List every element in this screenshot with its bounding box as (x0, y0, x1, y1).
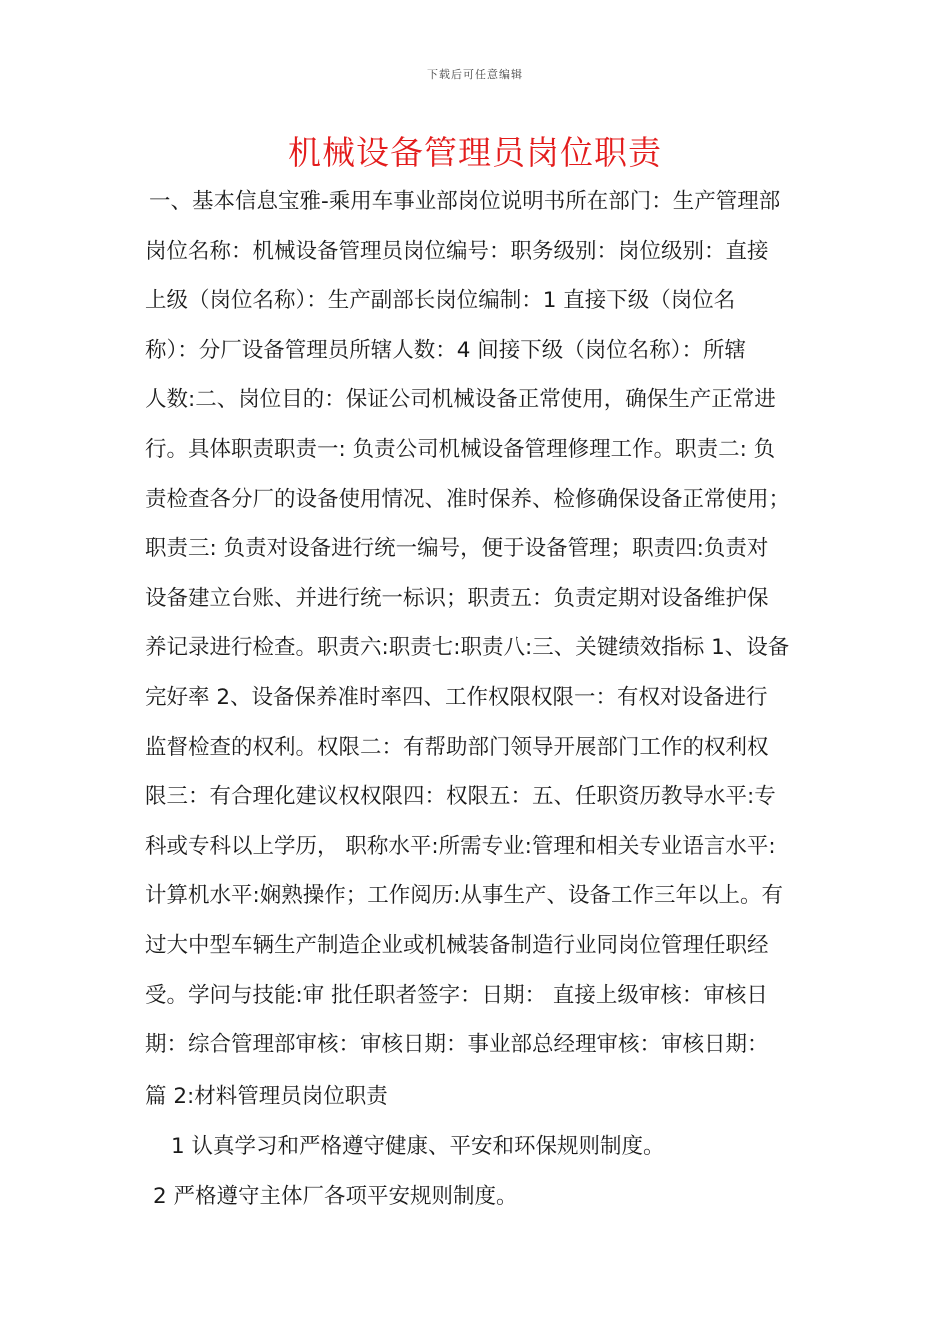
body-line: 受。学问与技能:审 批任职者签字：日期： 直接上级审核：审核日 (145, 982, 768, 1008)
body-line: 限三：有合理化建议权权限四：权限五：五、任职资历教导水平:专 (145, 784, 776, 810)
body-line: 人数:二、岗位目的：保证公司机械设备正常使用，确保生产正常进 (145, 387, 776, 413)
body-line: 责检查各分厂的设备使用情况、准时保养、检修确保设备正常使用； (145, 486, 791, 512)
body-line: 职责三: 负责对设备进行统一编号，便于设备管理；职责四:负责对 (145, 536, 769, 562)
document-body (145, 177, 809, 1070)
body-line: 养记录进行检查。职责六:职责七:职责八:三、关键绩效指标 1、设备 (145, 635, 790, 661)
body-line: 计算机水平:娴熟操作；工作阅历:从事生产、设备工作三年以上。有 (145, 883, 783, 909)
body-line: 监督检查的权利。权限二：有帮助部门领导开展部门工作的权利权 (145, 734, 769, 760)
body-line: 一、基本信息宝雅-乘用车事业部岗位说明书所在部门：生产管理部 (149, 189, 781, 214)
document-title: 机械设备管理员岗位职责 (288, 133, 662, 172)
body-line: 科或专科以上学历， 职称水平:所需专业:管理和相关专业语言水平: (145, 833, 776, 859)
body-line: 行。具体职责职责一: 负责公司机械设备管理修理工作。职责二: 负 (145, 436, 776, 462)
body-line: 完好率 2、设备保养准时率四、工作权限权限一：有权对设备进行 (145, 684, 768, 710)
body-line: 期：综合管理部审核：审核日期：事业部总经理审核：审核日期： (145, 1032, 769, 1058)
body-line: 过大中型车辆生产制造企业或机械装备制造行业同岗位管理任职经 (145, 932, 769, 958)
section-2-heading: 篇 2:材料管理员岗位职责 (145, 1084, 388, 1109)
section-2-item: 2 严格遵守主体厂各项平安规则制度。 (153, 1184, 518, 1209)
section-2-item: 1 认真学习和严格遵守健康、平安和环保规则制度。 (171, 1134, 665, 1159)
body-line: 岗位名称：机械设备管理员岗位编号：职务级别：岗位级别：直接 (145, 238, 769, 264)
body-line: 设备建立台账、并进行统一标识；职责五：负责定期对设备维护保 (145, 585, 769, 611)
page-header-note: 下载后可任意编辑 (427, 68, 523, 81)
body-line: 称）：分厂设备管理员所辖人数：4 间接下级（岗位名称）：所辖 (145, 337, 747, 363)
body-line: 上级（岗位名称）：生产副部长岗位编制：1 直接下级（岗位名 (145, 288, 736, 314)
